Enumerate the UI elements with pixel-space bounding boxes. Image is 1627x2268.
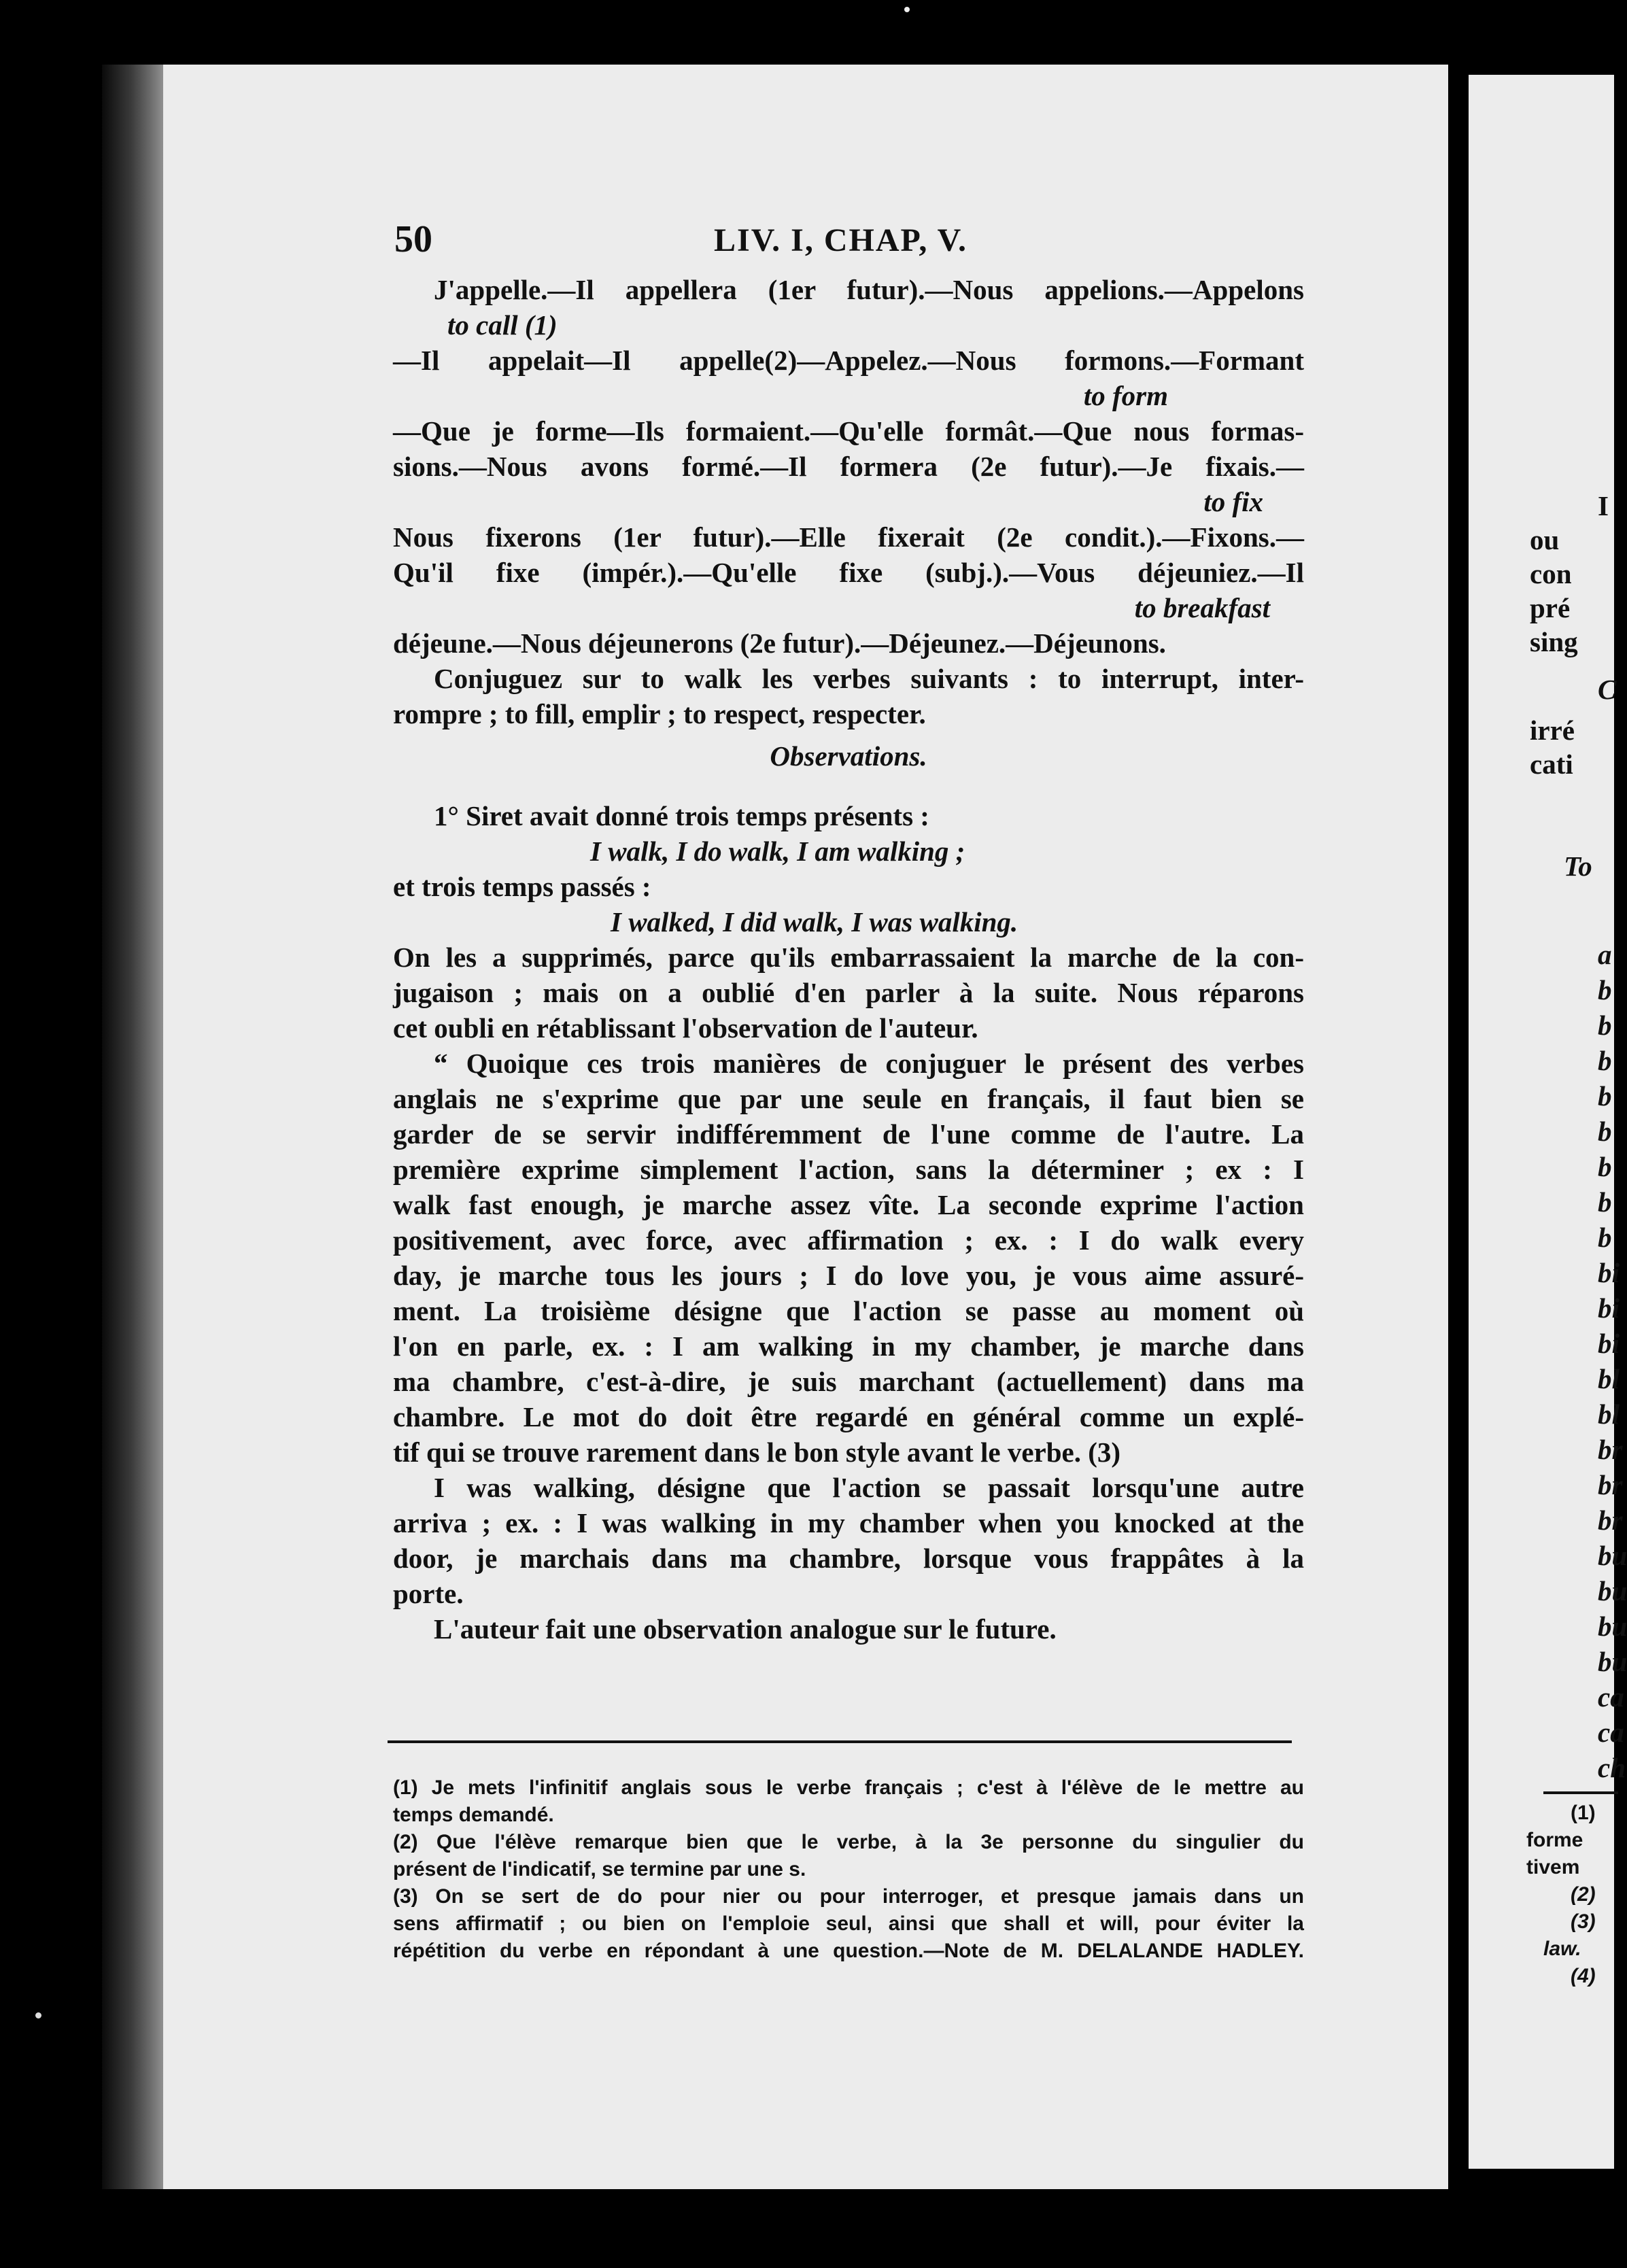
text-line: ment. La troisième désigne que l'action se passe au moment où <box>393 1295 1304 1326</box>
facing-footnote: (1) <box>1571 1802 1596 1824</box>
text-line: day, je marche tous les jours ; I do love you, je vous aime assuré- <box>393 1260 1304 1291</box>
footnote-line: (3) On se sert de do pour nier ou pour interroger, et presque jamais dans un <box>393 1885 1304 1908</box>
text-line: chambre. Le mot do doit être regardé en général comme un explé- <box>393 1401 1304 1432</box>
text-line: rompre ; to fill, emplir ; to respect, respecter. <box>393 698 926 729</box>
page-header <box>394 218 1312 258</box>
facing-footnote: (2) <box>1571 1883 1596 1906</box>
text-line: —Il appelait—Il appelle(2)—Appelez.—Nous formons.—Formant <box>393 345 1304 376</box>
scan-speck <box>904 7 910 12</box>
text-line: arriva ; ex. : I was walking in my chamber when you knocked at the <box>393 1507 1304 1539</box>
facing-text: ou <box>1530 524 1560 555</box>
facing-word: ca <box>1598 1681 1624 1713</box>
footnote-line: (1) Je mets l'infinitif anglais sous le verbe français ; c'est à l'élève de le mettre au <box>393 1776 1304 1799</box>
facing-text: sing <box>1530 626 1578 657</box>
facing-word: ca <box>1598 1717 1624 1748</box>
facing-footnote: (3) <box>1571 1910 1596 1933</box>
facing-footnote: (4) <box>1571 1965 1596 1987</box>
facing-word: bi <box>1598 1292 1620 1324</box>
facing-text: con <box>1530 558 1572 589</box>
facing-text: C <box>1598 674 1617 705</box>
text-line: —Que je forme—Ils formaient.—Qu'elle formât.—Que nous formas- <box>393 415 1304 447</box>
text-line: porte. <box>393 1578 464 1609</box>
text-line: tif qui se trouve rarement dans le bon style avant le verbe. (3) <box>393 1437 1121 1468</box>
book-gutter-shadow <box>102 65 167 2189</box>
facing-word: bi <box>1598 1328 1620 1359</box>
running-head: LIV. I, CHAP, V. <box>714 222 968 258</box>
facing-word: bu <box>1598 1575 1627 1606</box>
facing-word: br <box>1598 1434 1623 1465</box>
facing-word: b <box>1598 1222 1612 1253</box>
text-line: et trois temps passés : <box>393 871 651 902</box>
spacer <box>393 774 1304 798</box>
footnote-line: présent de l'indicatif, se termine par une s. <box>393 1858 806 1880</box>
facing-word: b <box>1598 1045 1612 1076</box>
example-line: I walked, I did walk, I was walking. <box>611 906 1018 938</box>
example-line: I walk, I do walk, I am walking ; <box>590 836 965 867</box>
facing-word: b <box>1598 1010 1612 1041</box>
footnote-line: sens affirmatif ; ou bien on l'emploie seul, ainsi que shall et will, pour éviter la <box>393 1912 1304 1935</box>
facing-word: ch <box>1598 1752 1626 1783</box>
text-line: anglais ne s'exprime que par une seule en français, il faut bien se <box>393 1083 1304 1114</box>
facing-footnote: law. <box>1543 1938 1581 1960</box>
facing-word: bl <box>1598 1398 1620 1430</box>
text-line: garder de se servir indifféremment de l'une comme de l'autre. La <box>393 1118 1304 1150</box>
facing-footnote: tivem <box>1526 1856 1580 1878</box>
body-text <box>393 272 1304 1647</box>
translation-line: to fix <box>1203 486 1263 517</box>
facing-word: bu <box>1598 1611 1627 1642</box>
facing-word: br <box>1598 1505 1623 1536</box>
facing-word: a <box>1598 939 1612 970</box>
facing-word: bl <box>1598 1363 1620 1394</box>
facing-word: bi <box>1598 1257 1620 1288</box>
facing-text: I <box>1598 490 1609 521</box>
text-line: première exprime simplement l'action, sans la déterminer ; ex : I <box>393 1154 1304 1185</box>
text-line: On les a supprimés, parce qu'ils embarrassaient la marche de la con- <box>393 942 1304 973</box>
facing-word: b <box>1598 1186 1612 1218</box>
facing-page-fragment <box>1469 75 1627 2169</box>
text-line: sions.—Nous avons formé.—Il formera (2e futur).—Je fixais.— <box>393 451 1304 482</box>
translation-line: to form <box>1083 380 1168 411</box>
footnotes <box>393 1774 1304 1965</box>
text-line: Nous fixerons (1er futur).—Elle fixerait (2e condit.).—Fixons.— <box>393 521 1304 553</box>
text-line: Conjuguez sur to walk les verbes suivants : to interrupt, inter- <box>434 663 1304 694</box>
observations-heading: Observations. <box>770 740 927 772</box>
facing-word: b <box>1598 974 1612 1006</box>
facing-footnote: forme <box>1526 1829 1583 1851</box>
facing-text: cati <box>1530 749 1573 780</box>
text-line: ma chambre, c'est-à-dire, je suis marchant (actuellement) dans ma <box>393 1366 1304 1397</box>
text-line: I was walking, désigne que l'action se passait lorsqu'une autre <box>434 1472 1304 1503</box>
text-line: jugaison ; mais on a oublié d'en parler à la suite. Nous réparons <box>393 977 1304 1008</box>
text-line: L'auteur fait une observation analogue sur le future. <box>434 1613 1057 1645</box>
facing-text: pré <box>1530 592 1571 623</box>
facing-word: bu <box>1598 1540 1627 1571</box>
text-line: walk fast enough, je marche assez vîte. La seconde exprime l'action <box>393 1189 1304 1220</box>
text-line: déjeune.—Nous déjeunerons (2e futur).—Déjeunez.—Déjeunons. <box>393 628 1166 659</box>
facing-text: To <box>1564 850 1592 882</box>
footnote-line: répétition du verbe en répondant à une question.—Note de M. DELALANDE HADLEY. <box>393 1940 1304 1962</box>
text-line: J'appelle.—Il appellera (1er futur).—Nous appelions.—Appelons <box>434 274 1304 305</box>
facing-word: b <box>1598 1151 1612 1182</box>
footnote-rule <box>388 1740 1292 1743</box>
text-line: positivement, avec force, avec affirmation ; ex. : I do walk every <box>393 1224 1304 1256</box>
facing-word: bu <box>1598 1646 1627 1677</box>
footnote-line: (2) Que l'élève remarque bien que le verbe, à la 3e personne du singulier du <box>393 1831 1304 1853</box>
footnote-line: temps demandé. <box>393 1804 554 1826</box>
text-line: l'on en parle, ex. : I am walking in my chamber, je marche dans <box>393 1330 1304 1362</box>
text-line: cet oubli en rétablissant l'observation de l'auteur. <box>393 1012 978 1044</box>
translation-line: to call (1) <box>447 309 558 341</box>
facing-text: irré <box>1530 715 1575 746</box>
facing-word-list <box>1598 938 1627 1787</box>
text-line: Qu'il fixe (impér.).—Qu'elle fixe (subj.).—Vous déjeuniez.—Il <box>393 557 1304 588</box>
text-line: 1° Siret avait donné trois temps présents : <box>434 800 929 831</box>
facing-word: br <box>1598 1469 1623 1500</box>
scan-speck <box>35 2012 41 2018</box>
facing-word: b <box>1598 1116 1612 1147</box>
facing-footnote-rule <box>1543 1791 1618 1794</box>
page-number: 50 <box>394 218 432 260</box>
text-line: “ Quoique ces trois manières de conjuguer le présent des verbes <box>434 1048 1304 1079</box>
text-line: door, je marchais dans ma chambre, lorsque vous frappâtes à la <box>393 1543 1304 1574</box>
translation-line: to breakfast <box>1134 592 1270 623</box>
facing-word: b <box>1598 1080 1612 1112</box>
